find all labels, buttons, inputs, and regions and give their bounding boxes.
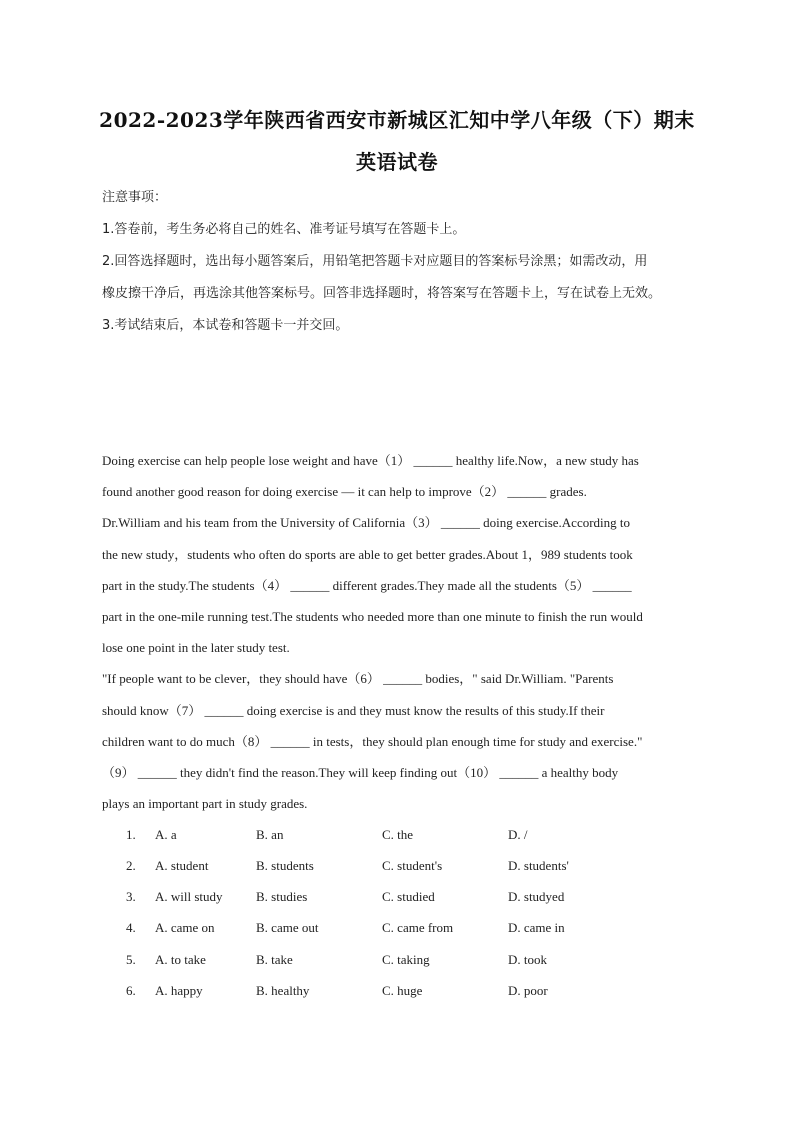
option-b: B. studies [256,889,308,904]
option-b: B. take [256,952,293,967]
question-number: 5. [126,952,136,967]
question-row [0,858,794,878]
option-c: C. taking [382,952,430,967]
option-c: C. studied [382,889,435,904]
notice-item: 1.答卷前，考生务必将自己的姓名、准考证号填写在答题卡上。 [102,222,466,237]
option-b: B. an [256,827,284,842]
cloze-passage [102,445,702,819]
option-d: D. took [508,952,547,967]
passage-line: children want to do much（8） ______ in tests，they should plan enough time for study and exercise." [102,733,643,749]
option-b: B. came out [256,920,319,935]
option-a: A. to take [155,952,206,967]
passage-line: plays an important part in study grades. [102,796,308,812]
passage-line: Dr.William and his team from the University of California（3） ______ doing exercise.According to [102,515,631,531]
notice-item: 橡皮擦干净后，再选涂其他答案标号。回答非选择题时，将答案写在答题卡上，写在试卷上无效。 [102,286,662,301]
option-c: C. student's [382,858,443,873]
passage-line: "If people want to be clever，they should have（6） ______ bodies，" said Dr.William. "Parents [102,671,614,687]
notice-item: 3.考试结束后，本试卷和答题卡一并交回。 [102,318,349,333]
passage-line: Doing exercise can help people lose weight and have（1） ______ healthy life.Now，a new study has [102,453,639,468]
option-a: A. came on [155,920,215,935]
passage-line: （9） ______ they didn't find the reason.They will keep finding out（10） ______ a healthy body [102,765,619,781]
notice-item: 2.回答选择题时，选出每小题答案后，用铅笔把答题卡对应题目的答案标号涂黑；如需改动，用 [102,254,648,269]
passage-line: part in the one-mile running test.The students who needed more than one minute to finish the run would [102,609,643,625]
question-number: 3. [126,889,136,904]
option-a: A. will study [155,889,223,904]
option-b: B. students [256,858,314,873]
question-number: 6. [126,983,136,998]
passage-line: lose one point in the later study test. [102,640,290,656]
question-row [0,920,794,940]
option-c: C. came from [382,920,454,935]
passage-line: found another good reason for doing exercise — it can help to improve（2） ______ grades. [102,484,587,500]
question-row [0,889,794,909]
notice-heading: 注意事项： [102,190,168,205]
question-number: 4. [126,920,136,935]
option-d: D. / [508,827,528,842]
option-c: C. huge [382,983,423,998]
option-d: D. students' [508,858,569,873]
option-a: A. happy [155,983,203,998]
notice-section [102,182,702,342]
passage-line: should know（7） ______ doing exercise is and they must know the results of this study.If their [102,702,605,718]
passage-line: the new study，students who often do sports are able to get better grades.About 1，989 students took [102,546,633,562]
option-c: C. the [382,827,414,842]
exam-subtitle: 英语试卷 [356,150,438,174]
option-d: D. poor [508,983,548,998]
option-d: D. came in [508,920,565,935]
question-number: 1. [126,827,136,842]
question-row [0,983,794,1003]
passage-line: part in the study.The students（4） ______ different grades.They made all the students（5） ______ [102,577,632,593]
option-d: D. studyed [508,889,565,904]
question-row [0,952,794,972]
question-number: 2. [126,858,136,873]
option-a: A. student [155,858,209,873]
exam-title: 2022-2023学年陕西省西安市新城区汇知中学八年级（下）期末 [99,108,695,132]
option-b: B. healthy [256,983,310,998]
option-a: A. a [155,827,177,842]
question-row [0,827,794,847]
